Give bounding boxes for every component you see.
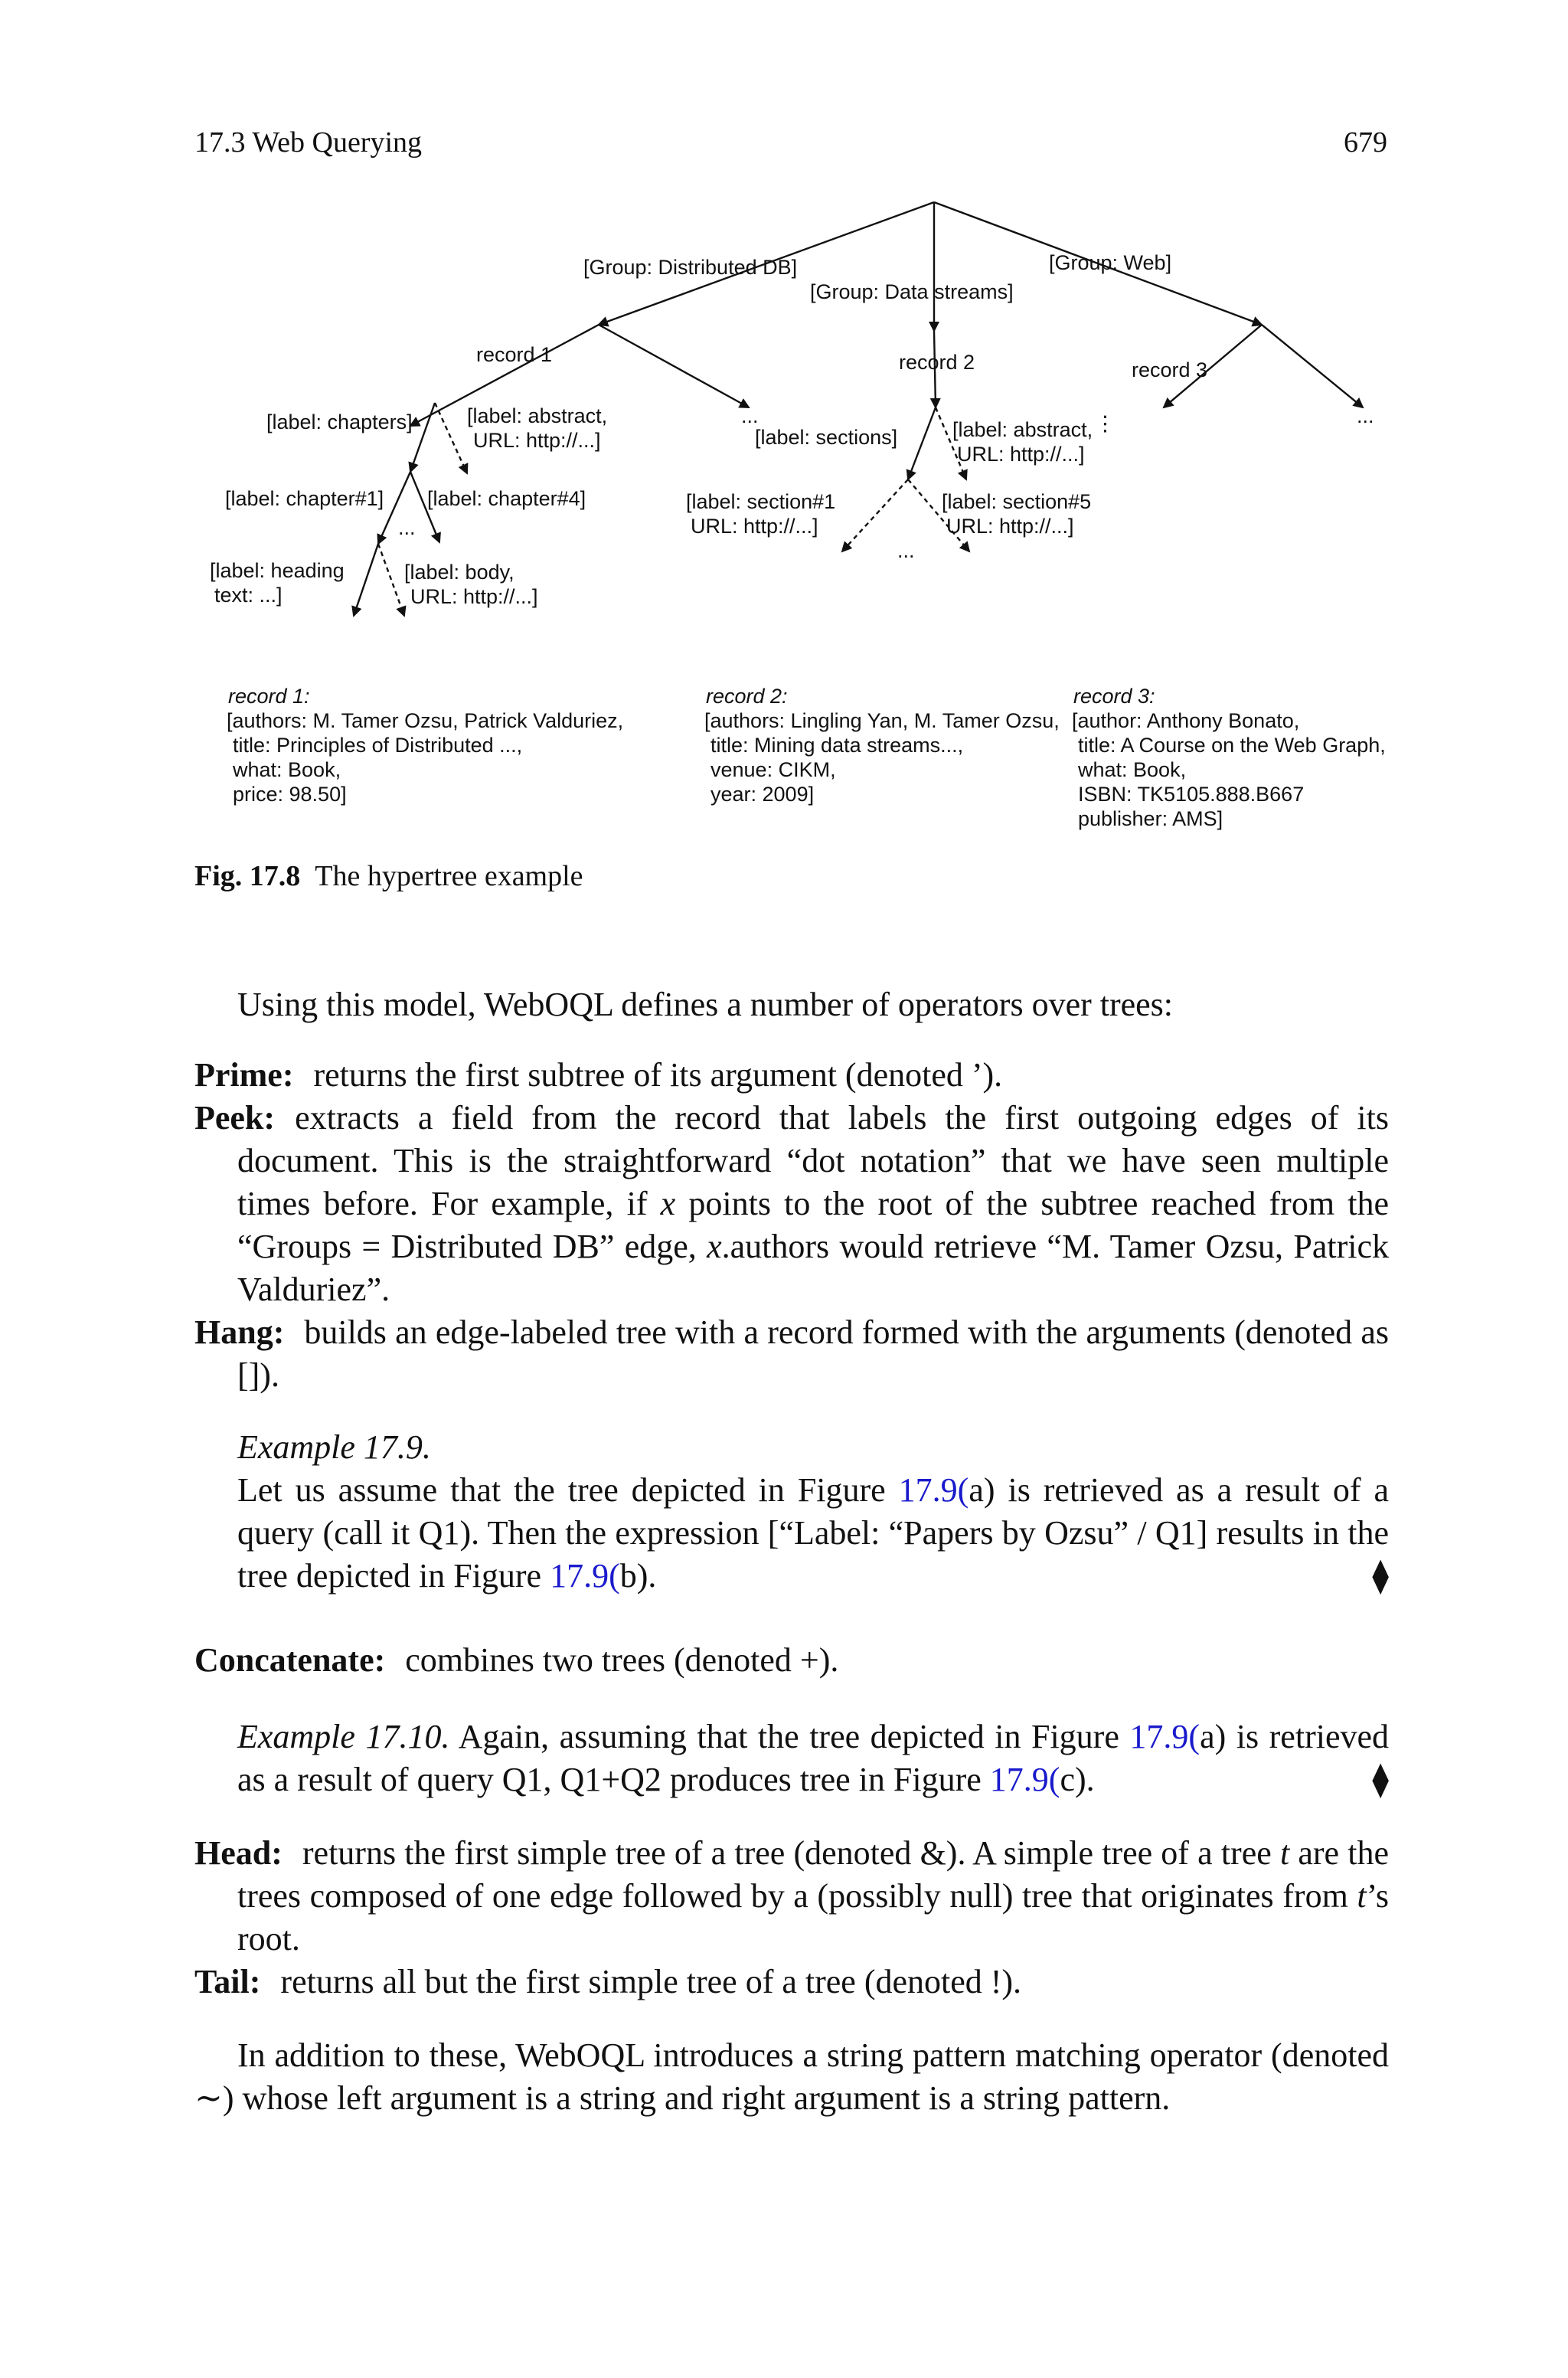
intro-paragraph: Using this model, WebOQL defines a number of operators over trees: [237,986,1174,1023]
def-head [194,1832,1389,1961]
record-1-line: title: Principles of Distributed ..., [233,734,523,757]
example-text: Again, assuming that the tree depicted in Figure [449,1718,1130,1755]
example-17-10 [237,1716,1389,1801]
example-17-10-title: Example 17.10. [237,1718,450,1755]
record-3-line: what: Book, [1078,758,1187,781]
peek-var: x [660,1185,676,1222]
qed-diamond-icon: ⧫ [1372,1557,1389,1595]
head-text: ’s root. [237,1877,1389,1958]
record-1-line: what: Book, [233,758,341,781]
record-2-block [704,685,1060,806]
head-text: are the trees composed of one edge followed by a (possibly null) tree that originates from [237,1834,1389,1915]
example-text: c). [1060,1761,1095,1798]
edge-web-more [1262,325,1363,407]
peek-text: extracts a field from the record that labels the first outgoing edges of its document. This is the straightforward “dot notation” that we have seen multiple times before. For example, if [237,1099,1389,1222]
concat-text: combines two trees (denoted +). [405,1641,839,1679]
example-text: Let us assume that the tree depicted in Figure [237,1471,899,1509]
label-sections: [label: sections] [755,426,898,449]
figure-ref-link[interactable]: 17.9( [1129,1718,1200,1755]
record-3-line: title: A Course on the Web Graph, [1078,734,1386,757]
label-heading-a: [label: heading [210,559,345,582]
example-17-10-body [237,1716,1389,1801]
label-body-b: URL: http://...] [410,585,538,608]
term-tail: Tail: [194,1963,261,2000]
tail-text: returns all but the first simple tree of a tree (denoted !). [280,1963,1022,2000]
label-abstract1-a: [label: abstract, [467,404,608,427]
term-concatenate: Concatenate: [194,1641,386,1679]
def-tail [194,1961,1389,2003]
label-chapter4: [label: chapter#4] [427,487,586,510]
ellipsis-chapters: ... [398,516,416,539]
def-concatenate [194,1639,1389,1682]
qed-diamond-icon: ⧫ [1372,1761,1389,1798]
figure-caption [194,859,583,893]
caption-text: The hypertree example [315,860,583,892]
record-2-line: title: Mining data streams..., [710,734,964,757]
example-text: b). [619,1557,657,1595]
record-3-line: [author: Anthony Bonato, [1072,709,1300,732]
record-2-line: [authors: Lingling Yan, M. Tamer Ozsu, [704,709,1060,732]
page-number: 679 [1344,126,1387,159]
term-peek: Peek: [194,1099,276,1137]
example-17-9-title: Example 17.9. [237,1428,431,1466]
ellipsis-web: ... [1357,404,1374,427]
edge-abstract1 [435,403,467,473]
example-17-9 [237,1426,1389,1598]
peek-text: .authors would retrieve “M. Tamer Ozsu, Patrick Valduriez”. [237,1228,1389,1308]
example-text: a) is retrieved as a result of a query (call it Q1). Then the expression [“Label: “Papers by Ozsu” / Q1] results in the tree depicted in Figure [237,1471,1389,1595]
record-3-line: ISBN: TK5105.888.B667 [1078,783,1305,806]
label-section5-b: URL: http://...] [946,515,1074,538]
example-17-9-body [237,1469,1389,1598]
def-prime [194,1054,1389,1097]
figure-ref-link[interactable]: 17.9( [989,1761,1060,1798]
figure-ref-link[interactable]: 17.9( [550,1557,620,1595]
running-head [194,126,1387,164]
ellipsis-sections: ... [897,539,915,562]
head-text: returns the first simple tree of a tree (denoted &). A simple tree of a tree [302,1834,1280,1872]
label-group-ddb: [Group: Distributed DB] [583,256,798,279]
term-head: Head: [194,1834,283,1872]
label-chapters: [label: chapters] [266,411,413,433]
final-paragraph: In addition to these, WebOQL introduces a string pattern matching operator (denoted ∼) whose left argument is a string and right argument is a string pattern. [194,2036,1389,2117]
label-body-a: [label: body, [404,561,514,584]
label-record1: record 1 [476,343,553,366]
term-prime: Prime: [194,1056,294,1094]
label-abstract1-b: URL: http://...] [473,429,601,452]
label-section1-a: [label: section#1 [686,490,836,513]
record-3-block [1072,685,1386,830]
record-1-block [227,685,623,806]
record-3-title: record 3: [1073,685,1155,708]
edge-heading [354,544,378,616]
record-1-title: record 1: [228,685,310,708]
def-peek [194,1097,1389,1311]
example-text: a) is retrieved as a result of query Q1, Q1+Q2 produces tree in Figure [237,1718,1389,1798]
head-var: t [1279,1834,1290,1872]
label-record3: record 3 [1132,358,1208,381]
head-var: t [1357,1877,1367,1915]
label-heading-b: text: ...] [214,584,283,607]
record-3-line: publisher: AMS] [1078,807,1223,830]
label-section5-a: [label: section#5 [942,490,1092,513]
record-1-line: [authors: M. Tamer Ozsu, Patrick Valduriez, [227,709,624,732]
label-section1-b: URL: http://...] [691,515,818,538]
edge-ddb-more [599,325,749,407]
peek-text: points to the root of the subtree reached from the “Groups = Distributed DB” edge, [237,1185,1389,1265]
record-2-line: venue: CIKM, [710,758,836,781]
label-record2: record 2 [899,351,975,374]
caption-label: Fig. 17.8 [194,860,301,892]
hypertree-diagram [0,184,1568,873]
hypertree-figure [0,184,1568,873]
label-chapter1: [label: chapter#1] [225,487,384,510]
ellipsis-ddb: ... [741,404,759,427]
hang-text: builds an edge-labeled tree with a record formed with the arguments (denoted as []). [237,1313,1389,1394]
def-hang [194,1311,1389,1397]
label-abstract2-b: URL: http://...] [957,443,1085,466]
record-1-line: price: 98.50] [233,783,347,806]
term-hang: Hang: [194,1313,285,1351]
label-group-web: [Group: Web] [1049,251,1172,274]
vdots-record2: ⋮ [1095,412,1116,435]
edge-body [378,544,404,616]
label-abstract2-a: [label: abstract, [952,418,1093,441]
record-2-title: record 2: [706,685,788,708]
section-title: 17.3 Web Querying [194,126,423,159]
prime-text: returns the first subtree of its argument (denoted ’). [313,1056,1003,1094]
label-group-streams: [Group: Data streams] [810,280,1014,303]
figure-ref-link[interactable]: 17.9( [898,1471,969,1509]
record-2-line: year: 2009] [710,783,815,806]
peek-var: x [707,1228,722,1265]
edge-sections [908,407,936,479]
edge-chapters [410,403,435,472]
